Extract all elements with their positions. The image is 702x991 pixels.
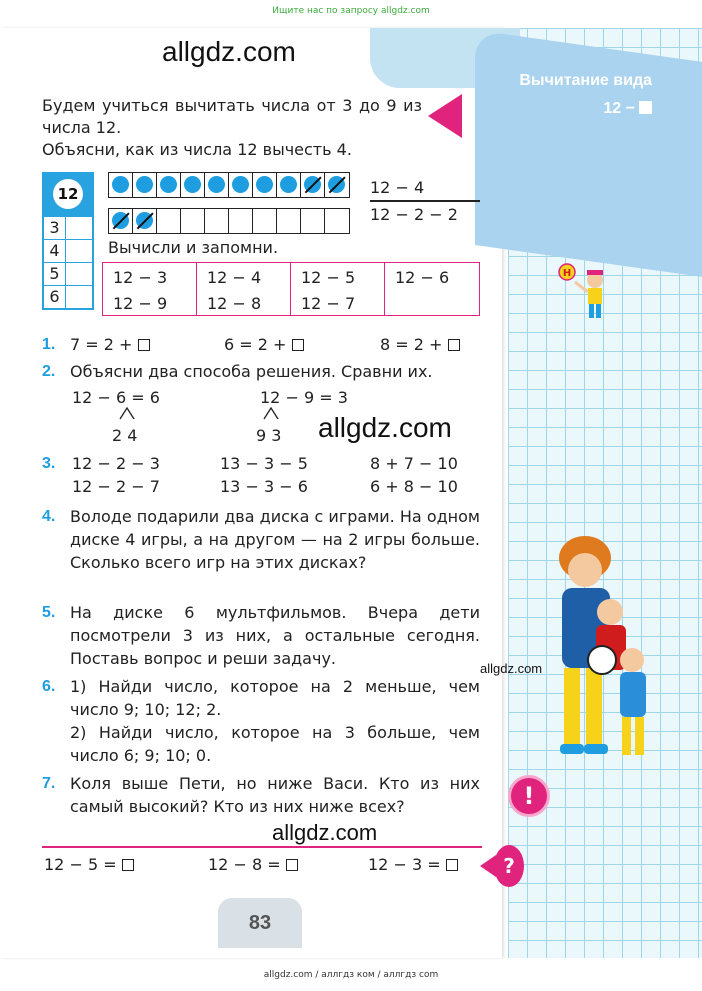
task-text: Коля выше Пети, но ниже Васи. Кто из них самый высокий? Кто из них ниже всех? xyxy=(70,774,480,816)
blank-box-icon xyxy=(639,101,652,114)
task-number: 6. xyxy=(42,678,56,695)
task-number: 4. xyxy=(42,508,56,525)
split-digits: 2 4 xyxy=(112,426,138,445)
equation: 8 = 2 + xyxy=(380,335,443,354)
task-text: Объясни два способа решения. Сравни их. xyxy=(70,362,433,381)
counter-dot-icon xyxy=(184,176,201,193)
number-row: 6 xyxy=(44,286,66,308)
counter-dot-icon xyxy=(208,176,225,193)
counter-dot-icon xyxy=(256,176,273,193)
watermark: allgdz.com xyxy=(318,412,452,443)
quick-answer xyxy=(208,855,298,874)
answer-box[interactable] xyxy=(292,339,304,351)
topic-panel xyxy=(475,30,702,277)
calc-cell: 12 − 5 xyxy=(301,268,356,287)
expression: 6 + 8 − 10 xyxy=(370,477,458,496)
task-5 xyxy=(42,601,512,671)
question-icon: ? xyxy=(494,845,524,887)
task-number: 5. xyxy=(42,604,56,621)
watermark-small: allgdz.com xyxy=(480,661,543,676)
answer-box[interactable] xyxy=(286,859,298,871)
equation: 12 − 5 = xyxy=(44,855,117,874)
section-divider xyxy=(42,846,482,848)
equation: 12 − 8 = xyxy=(208,855,281,874)
task-1 xyxy=(42,333,502,357)
number-row: 5 xyxy=(44,263,66,285)
answer-box[interactable] xyxy=(122,859,134,871)
task-number: 2. xyxy=(42,363,56,380)
task-text: 2) Найди число, которое на 3 больше, чем число 6; 9; 10; 0. xyxy=(70,723,480,765)
calc-cell: 12 − 8 xyxy=(207,294,262,313)
expression: 12 − 2 − 7 xyxy=(72,477,160,496)
calc-cell: 12 − 4 xyxy=(207,268,262,287)
task-number: 3. xyxy=(42,455,56,472)
task-text: На диске 6 мультфильмов. Вчера дети посмотрели 3 из них, а остальные сегодня. Поставь вопрос и реши задачу. xyxy=(70,603,480,668)
number-composition-box xyxy=(42,172,94,310)
task-number: 1. xyxy=(42,336,56,353)
calc-cell: 12 − 6 xyxy=(395,268,450,287)
watermark: allgdz.com xyxy=(162,36,296,67)
topic-title: Вычитание вида xyxy=(519,72,652,89)
top-note: Ищите нас по запросу allgdz.com xyxy=(272,6,430,16)
hint-character-icon xyxy=(555,262,615,322)
expression: 13 − 3 − 6 xyxy=(220,477,308,496)
expression-bottom: 12 − 2 − 2 xyxy=(370,204,458,224)
number-circle: 12 xyxy=(53,179,83,209)
calc-cell: 12 − 7 xyxy=(301,294,356,313)
task-6 xyxy=(42,675,512,769)
watermark: allgdz.com xyxy=(272,820,378,845)
attention-icon: ! xyxy=(508,775,550,817)
equation: 12 − 9 = 3 xyxy=(260,388,348,407)
split-digits: 9 3 xyxy=(256,426,282,445)
number-row: 4 xyxy=(44,240,66,262)
number-row: 3 xyxy=(44,217,66,239)
answer-box[interactable] xyxy=(446,859,458,871)
equation: 12 − 3 = xyxy=(368,855,441,874)
equation: 12 − 6 = 6 xyxy=(72,388,160,407)
counter-dot-icon xyxy=(160,176,177,193)
topic-expression: 12 − xyxy=(560,100,652,118)
svg-text:Н: Н xyxy=(562,268,572,279)
quick-answer xyxy=(368,855,458,874)
task-text: Володе подарили два диска с играми. На одном диске 4 игры, а на другом — на 2 игры больше. Сколько всего игр на этих дисках? xyxy=(70,507,480,572)
counting-row-two xyxy=(108,208,350,234)
children-illustration xyxy=(540,530,660,770)
expression: 12 − 2 − 3 xyxy=(72,454,160,473)
intro-text: Будем учиться вычитать числа от 3 до 9 из числа 12. xyxy=(42,96,422,137)
task-4 xyxy=(42,505,512,597)
counter-dot-icon xyxy=(280,176,297,193)
answer-box[interactable] xyxy=(448,339,460,351)
decomposition-expression xyxy=(370,178,480,224)
counter-dot-icon xyxy=(112,176,129,193)
split-lines-icon xyxy=(118,406,136,420)
split-lines-icon xyxy=(262,406,280,420)
expression: 8 + 7 − 10 xyxy=(370,454,458,473)
equation: 6 = 2 + xyxy=(224,335,287,354)
expression-top: 12 − 4 xyxy=(370,178,425,197)
equation: 7 = 2 + xyxy=(70,335,133,354)
quick-answer xyxy=(44,855,134,874)
calc-cell: 12 − 9 xyxy=(113,294,168,313)
counter-dot-icon xyxy=(232,176,249,193)
footer: allgdz.com / аллгдз ком / аллгдз com xyxy=(263,970,439,980)
task-3 xyxy=(42,452,502,500)
pointer-triangle-icon xyxy=(428,94,462,138)
calc-table xyxy=(102,262,480,316)
task-text: 1) Найди число, которое на 2 меньше, чем число 9; 10; 12; 2. xyxy=(70,677,480,719)
answer-box[interactable] xyxy=(138,339,150,351)
intro-question: Объясни, как из числа 12 вычесть 4. xyxy=(42,140,352,159)
task-number: 7. xyxy=(42,775,56,792)
counter-dot-icon xyxy=(136,176,153,193)
counting-row-ten xyxy=(108,172,350,198)
calc-label: Вычисли и запомни. xyxy=(108,238,279,257)
calc-cell: 12 − 3 xyxy=(113,268,168,287)
expression: 13 − 3 − 5 xyxy=(220,454,308,473)
page-number: 83 xyxy=(248,912,272,934)
